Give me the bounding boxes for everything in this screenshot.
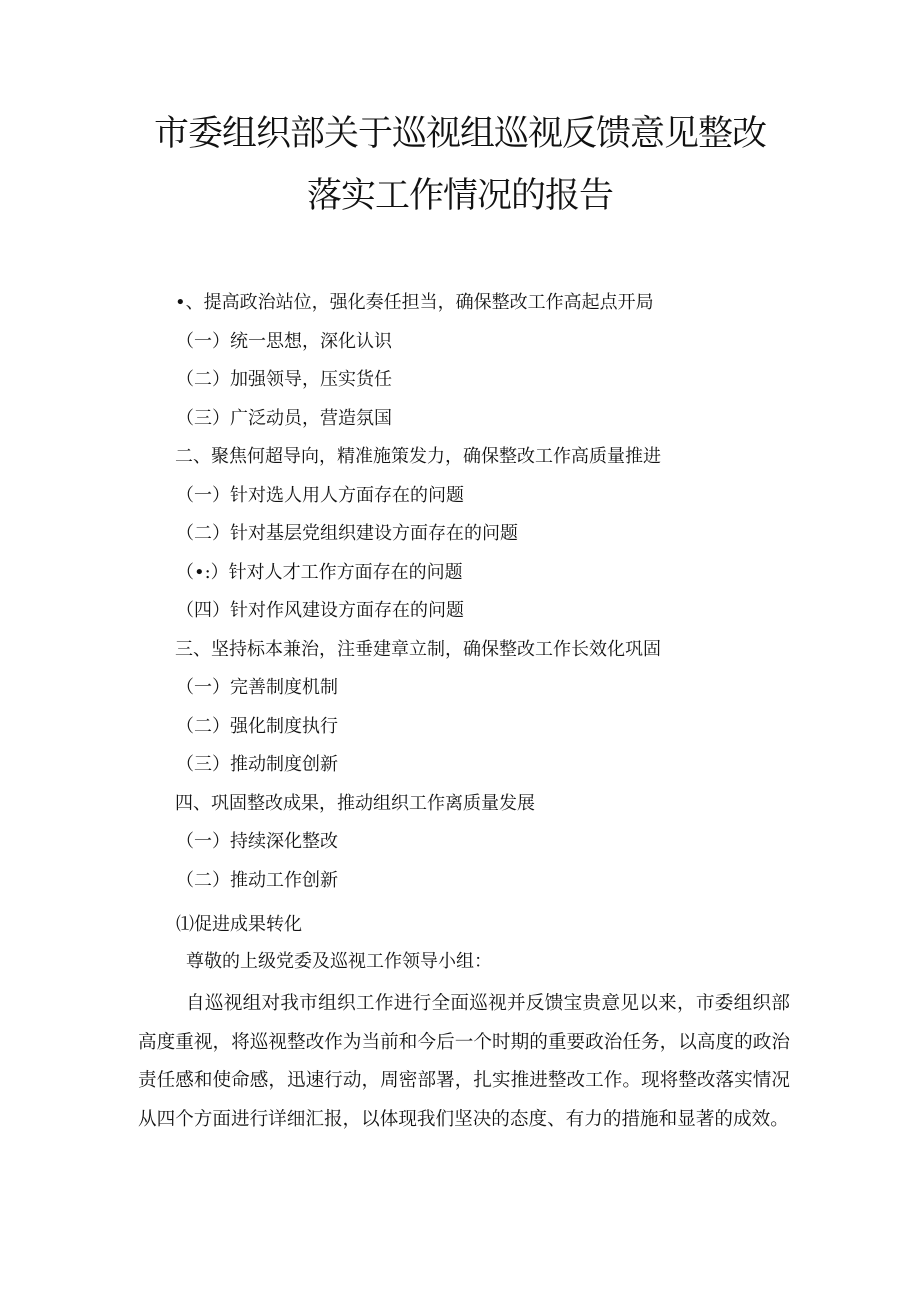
outline-subheading: （二）加强领导，压实货任 — [176, 369, 392, 390]
outline-item: ⑴促进成果转化 — [176, 914, 302, 935]
outline-subheading: （•:）针对人才工作方面存在的问题 — [176, 561, 463, 583]
outline-subheading: （四）针对作风建设方面存在的问题 — [176, 600, 464, 621]
outline-subheading: （三）广泛动员，营造氛国 — [176, 407, 392, 429]
outline-subheading: （一）统一思想，深化认识 — [176, 330, 392, 352]
outline-subheading: （三）推动制度创新 — [176, 754, 338, 775]
document-title-line-2: 落实工作情况的报告 — [306, 176, 613, 216]
outline-subheading: （二）针对基层党组织建设方面存在的问题 — [176, 523, 518, 544]
outline-heading: 三、坚持标本兼治，注垂建章立制，确保整改工作长效化巩固 — [175, 638, 661, 660]
outline-subheading: （一）完善制度机制 — [176, 677, 338, 698]
outline-subheading: （二）强化制度执行 — [176, 715, 338, 737]
outline-list — [0, 288, 920, 949]
salutation: 尊敬的上级党委及巡视工作领导小组： — [186, 951, 492, 972]
outline-subheading: （一）持续深化整改 — [176, 831, 338, 852]
body-paragraph: 自巡视组对我市组织工作进行全面巡视并反馈宝贵意见以来，市委组织部高度重视，将巡视整改作为当前和今后一个时期的重要政治任务，以高度的政治责任感和使命感，迅速行动，周密部署，扎实推进整改工作。现将整改落实情况从四个方面进行详细汇报，以体现我们坚决的态度、有力的措施和显著的成效。 — [138, 993, 790, 1130]
outline-subheading: （一）针对选人用人方面存在的问题 — [176, 484, 464, 506]
outline-heading: •、提高政治站位，强化奏任担当，确保整改工作高起点开局 — [175, 292, 654, 313]
outline-heading: 四、巩固整改成果，推动组织工作离质量发展 — [175, 792, 535, 814]
document-title-line-1: 市委组织部关于巡视组巡视反馈意见整改 — [153, 114, 766, 154]
outline-subheading: （二）推动工作创新 — [176, 869, 338, 891]
outline-heading: 二、聚焦何超导向，精准施策发力，确保整改工作高质量推进 — [175, 446, 661, 467]
